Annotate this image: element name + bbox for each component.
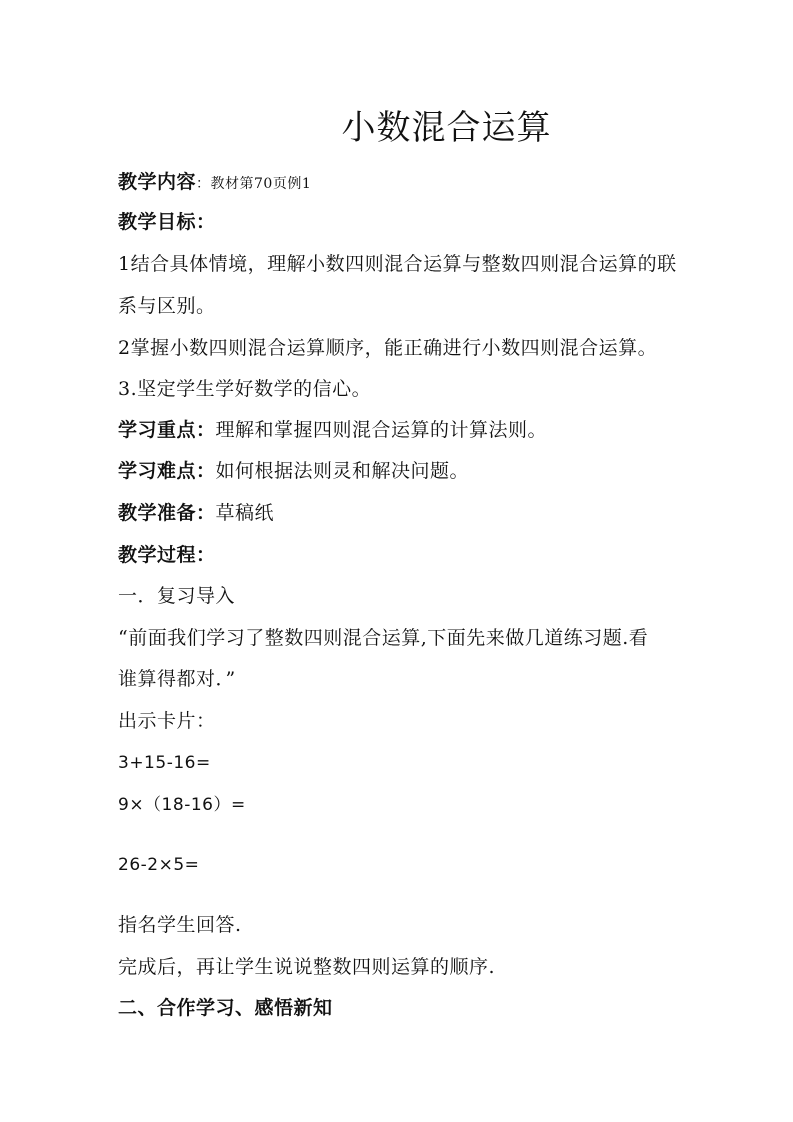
section-1-heading: 一．复习导入 [118, 585, 236, 607]
teaching-content-separator: ： [196, 176, 211, 192]
difficulty-line [118, 457, 469, 485]
answer-prompt: 指名学生回答. [118, 914, 242, 936]
expression-2: 9×（18-16）= [118, 795, 246, 815]
expression-1: 3+15-16= [118, 753, 211, 773]
show-cards-text: 出示卡片： [118, 710, 216, 732]
key-point-value: 理解和掌握四则混合运算的计算法则。 [215, 419, 548, 441]
expression-3: 26-2×5= [118, 855, 200, 875]
objective-1-line-b: 系与区别。 [118, 295, 216, 317]
objective-2: 2掌握小数四则混合运算顺序，能正确进行小数四则混合运算。 [118, 337, 658, 359]
after-prompt: 完成后，再让学生说说整数四则运算的顺序. [118, 956, 496, 978]
objective-1-line-a: 1结合具体情境，理解小数四则混合运算与整数四则混合运算的联 [118, 253, 677, 275]
teaching-content-line [118, 168, 311, 198]
teaching-content-label: 教学内容 [118, 171, 197, 193]
objectives-heading: 教学目标： [118, 211, 216, 233]
teaching-content-value: 教材第70页例1 [210, 176, 312, 192]
document-title: 小数混合运算 [341, 108, 552, 148]
difficulty-label: 学习难点： [118, 460, 216, 482]
preparation-label: 教学准备： [118, 502, 216, 524]
process-heading: 教学过程： [118, 544, 216, 566]
preparation-value: 草稿纸 [215, 502, 275, 524]
key-point-label: 学习重点： [118, 419, 216, 441]
review-quote-line-b: 谁算得都对．” [118, 668, 236, 690]
objective-3: 3.坚定学生学好数学的信心。 [118, 378, 372, 400]
key-point-line [118, 416, 547, 444]
preparation-line [118, 499, 274, 527]
difficulty-value: 如何根据法则灵和解决问题。 [215, 460, 470, 482]
review-quote-line-a: “前面我们学习了整数四则混合运算,下面先来做几道练习题.看 [118, 627, 649, 649]
section-2-heading: 二、合作学习、感悟新知 [118, 997, 333, 1019]
